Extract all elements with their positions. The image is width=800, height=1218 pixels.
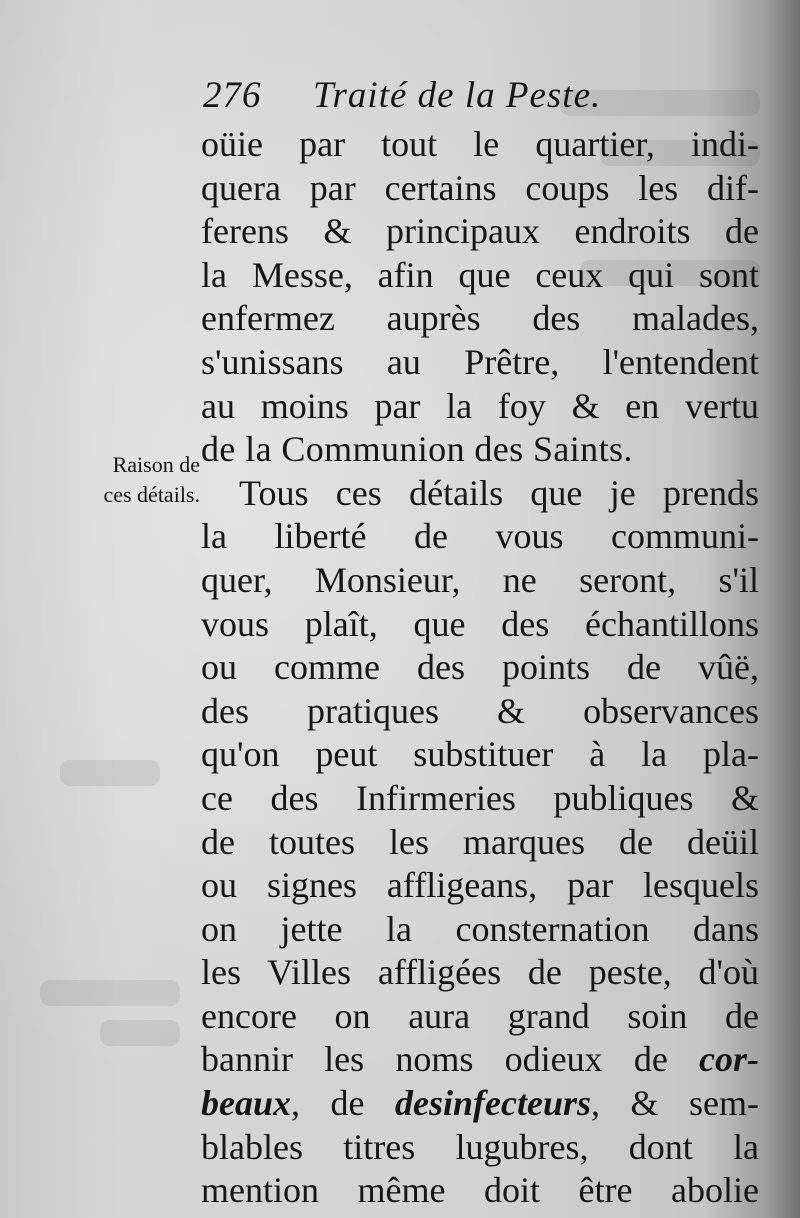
text-line: enfermez auprès des malades, xyxy=(201,298,759,339)
page-header xyxy=(203,70,763,122)
marginal-note-line: Raison de xyxy=(112,452,200,477)
text-line: qu'on peut substituer à la pla- xyxy=(201,734,759,775)
text-line: mention même doit être abolie xyxy=(201,1170,759,1211)
text-line: la liberté de vous communi- xyxy=(201,516,759,557)
marginal-note-line: ces détails. xyxy=(103,482,200,507)
text-line: ou comme des points de vûë, xyxy=(201,647,759,688)
text-line: les Villes affligées de peste, d'où xyxy=(201,952,759,993)
text-line: beaux, de desinfecteurs, & sem- xyxy=(201,1083,760,1124)
text-line: de la Communion des Saints. xyxy=(201,429,633,470)
running-title: Traité de la Peste. xyxy=(313,75,602,116)
text-line: au moins par la foy & en vertu xyxy=(201,385,759,426)
text-line: quer, Monsieur, ne seront, s'il xyxy=(201,559,759,600)
text-line: bannir les noms odieux de cor- xyxy=(201,1039,759,1080)
italic-word: beaux xyxy=(201,1083,291,1124)
body-text xyxy=(201,123,759,1213)
text-line: la Messe, afin que ceux qui sont xyxy=(201,254,759,295)
text-line: vous plaît, que des échantillons xyxy=(201,603,759,644)
text-line: oüie par tout le quartier, indi- xyxy=(201,124,759,164)
text-line: de toutes les marques de deüil xyxy=(201,821,759,862)
text-line: ferens & principaux endroits de xyxy=(201,211,759,252)
text-line: quera par certains coups les dif- xyxy=(201,167,759,208)
marginal-note xyxy=(40,450,200,510)
paragraph-start-line: Tous ces détails que je prends xyxy=(239,472,759,513)
text-line: des pratiques & observances xyxy=(201,690,759,731)
italic-word: desinfecteurs xyxy=(395,1083,591,1124)
text-line: s'unissans au Prêtre, l'entendent xyxy=(201,341,759,382)
text-line: ou signes affligeans, par lesquels xyxy=(201,865,759,906)
text-line: on jette la consternation dans xyxy=(201,908,759,949)
text-line: ce des Infirmeries publiques & xyxy=(201,777,759,818)
text-line: encore on aura grand soin de xyxy=(201,995,759,1036)
page-number: 276 xyxy=(203,75,262,116)
italic-word: cor- xyxy=(699,1039,759,1080)
text-line: blables titres lugubres, dont la xyxy=(201,1126,759,1167)
